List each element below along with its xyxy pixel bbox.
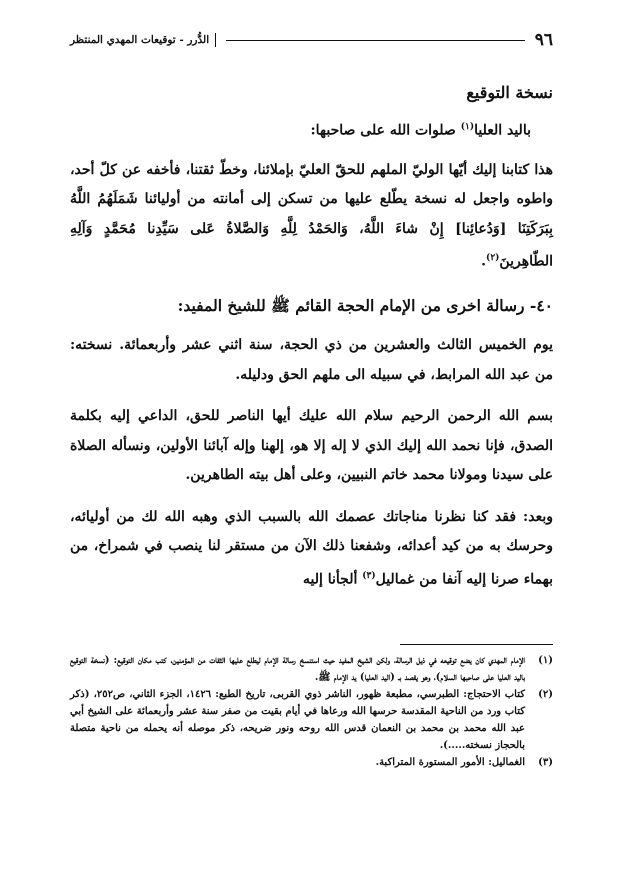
body-paragraph — [70, 503, 553, 595]
footnote-number: (٢) — [538, 689, 553, 700]
header-separator — [215, 33, 216, 47]
footnote-number: (١) — [538, 655, 553, 666]
footnote-ref-2: (٢) — [486, 253, 500, 264]
section-title-letter-40: ٤٠- رسالة اخرى من الإمام الحجة القائم ﷺ للشيخ المفيد: — [177, 296, 553, 316]
footnote-text: كتاب الاحتجاج: الطبرسي، مطبعة ظهور، الناشر ذوي القربى، تاريخ الطبع: ١٤٢٦، الجزء الثاني، ص٢٥٢، (ذكر كتاب ورد من الناحية المقدسة حرسها الله ورعاها في أيام بقيت من صفر سنة عشر وأربعمائة على الشيخ أبي عبد الله محمد بن محمد بن النعمان قدس الله روحه ونور ضريحه، ذكر موصله أنه يحمله من ناحية متصلة بالحجاز نسخته.....). — [70, 689, 526, 751]
intro-rest: صلوات الله على صاحبها: — [310, 122, 461, 139]
date-paragraph: يوم الخميس الثالث والعشرين من ذي الحجة، سنة اثني عشر وأربعمائة. نسخته: من عبد الله المرابط، في سبيله الى ملهم الحق ودليله. — [70, 337, 553, 383]
footnote-text: الغماليل: الأمور المستورة المتراكبة. — [375, 757, 525, 768]
section-title-copy: نسخة التوقيع — [466, 83, 553, 102]
letter-end: . — [481, 253, 487, 270]
footnote-text: الإمام المهدي كان يضع توقيعه في ذيل الرسالة، ولكن الشيخ المفيد حيث استنسخ رسالة الإمام ليطلع عليها الثقات من المؤمنين، كتب مكان التوقيع: (نسخة التوقيع باليد العليا على صاحبها السلام)، وهو يقصد بـ (اليد العليا) يد الإمام ﷺ. — [70, 655, 525, 683]
greeting-paragraph: بسم الله الرحمن الرحيم سلام الله عليك أيها الناصر للحق، الداعي إليه بكلمة الصدق، فإنا نحمد الله إليك الذي لا إله إلا هو، إلهنا وإله آبائنا الأولين، ونسأله الصلاة على سيدنا ومولانا محمد خاتم النبيين، وعلى أهل بيته الطاهرين. — [70, 408, 553, 484]
footnote-ref-3: (٣) — [362, 570, 376, 581]
intro-line — [70, 112, 553, 146]
page-body — [70, 76, 553, 607]
footnote — [70, 652, 553, 686]
footnote — [70, 754, 553, 771]
letter-text: هذا كتابنا إليك أيّها الوليّ الملهم للحقّ العليّ بإملائنا، وخطّ ثقتنا، فأخفه عن كلّ أحد، واطوه واجعل له نسخة يطّلع عليها من تسكن إلى أمانته من أوليائنا شَمَلَهُمُ اللَّهُ بِبَرَكَتِنَا [وَدُعائِنا] إِنْ شاءَ اللَّهُ، وَالحَمْدُ لِلَّهِ وَالصَّلاةُ عَلى سَيِّدِنا مُحَمَّدٍ وَآلِهِ الطّاهِرينَ — [70, 161, 553, 270]
footnote-number: (٣) — [538, 757, 553, 768]
footnote-ref-1: (١) — [460, 122, 475, 132]
page-number: ٩٦ — [534, 30, 553, 50]
body-end: ألجأنا إليه — [302, 571, 363, 588]
footnotes — [70, 652, 553, 771]
footnote — [70, 686, 553, 754]
header-rule — [226, 40, 525, 41]
letter-paragraph — [70, 156, 553, 278]
page-header — [70, 30, 553, 50]
body-text: وبعد: فقد كنا نظرنا مناجاتك عصمك الله بالسبب الذي وهبه الله لك من أوليائه، وحرسك به من كيد أعدائه، وشفعنا ذلك الآن من مستقر لنا ينصب في شمراخ، من بهماء صرنا إليه آنفا من غماليل — [70, 508, 553, 588]
footnote-rule — [400, 644, 553, 645]
intro-text: باليد العليا — [474, 122, 531, 139]
running-title: الدُّرر - توقيعات المهدي المنتظر — [70, 34, 210, 46]
